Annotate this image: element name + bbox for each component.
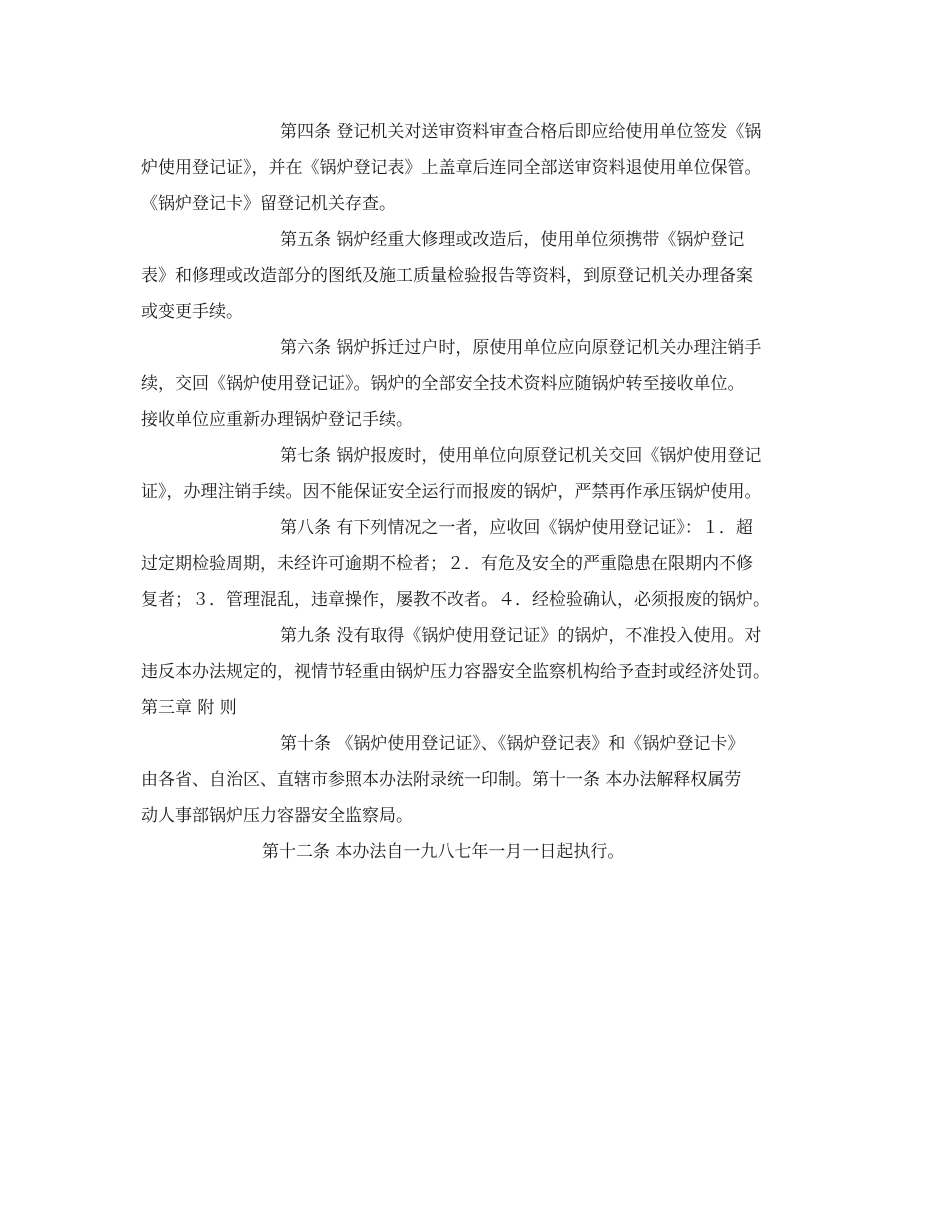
chapter-heading: 第三章 附 则 (141, 698, 237, 718)
text-line: 接收单位应重新办理锅炉登记手续。 (141, 410, 413, 430)
text-line: 炉使用登记证》，并在《锅炉登记表》上盖章后连同全部送审资料退使用单位保管。 (141, 158, 762, 178)
text-line: 第十二条 本办法自一九八七年一月一日起执行。 (262, 842, 625, 862)
text-line: 复者；３．管理混乱，违章操作，屡教不改者。４．经检验确认，必须报废的锅炉。 (141, 590, 770, 610)
text-line: 第八条 有下列情况之一者，应收回《锅炉使用登记证》：１．超 (280, 518, 753, 538)
text-line: 第七条 锅炉报废时，使用单位向原登记机关交回《锅炉使用登记 (280, 446, 762, 466)
text-line: 证》，办理注销手续。因不能保证安全运行而报废的锅炉，严禁再作承压锅炉使用。 (141, 482, 762, 502)
text-line: 《锅炉登记卡》留登记机关存查。 (141, 194, 396, 214)
text-line: 续，交回《锅炉使用登记证》。锅炉的全部安全技术资料应随锅炉转至接收单位。 (141, 374, 745, 394)
text-line: 或变更手续。 (141, 302, 243, 322)
text-line: 第五条 锅炉经重大修理或改造后，使用单位须携带《锅炉登记 (280, 230, 745, 250)
text-line: 违反本办法规定的，视情节轻重由锅炉压力容器安全监察机构给予查封或经济处罚。 (141, 662, 770, 682)
text-line: 第九条 没有取得《锅炉使用登记证》的锅炉，不准投入使用。对 (280, 626, 762, 646)
text-line: 表》和修理或改造部分的图纸及施工质量检验报告等资料，到原登记机关办理备案 (141, 266, 753, 286)
text-line: 过定期检验周期，未经许可逾期不检者；２．有危及安全的严重隐患在限期内不修 (141, 554, 753, 574)
text-line: 动人事部锅炉压力容器安全监察局。 (141, 806, 413, 826)
text-line: 第六条 锅炉拆迁过户时，原使用单位应向原登记机关办理注销手 (280, 338, 762, 358)
text-line: 由各省、自治区、直辖市参照本办法附录统一印制。第十一条 本办法解释权属劳 (141, 770, 742, 790)
text-line: 第十条 《锅炉使用登记证》、《锅炉登记表》和《锅炉登记卡》 (280, 734, 745, 754)
text-line: 第四条 登记机关对送审资料审查合格后即应给使用单位签发《锅 (280, 122, 762, 142)
